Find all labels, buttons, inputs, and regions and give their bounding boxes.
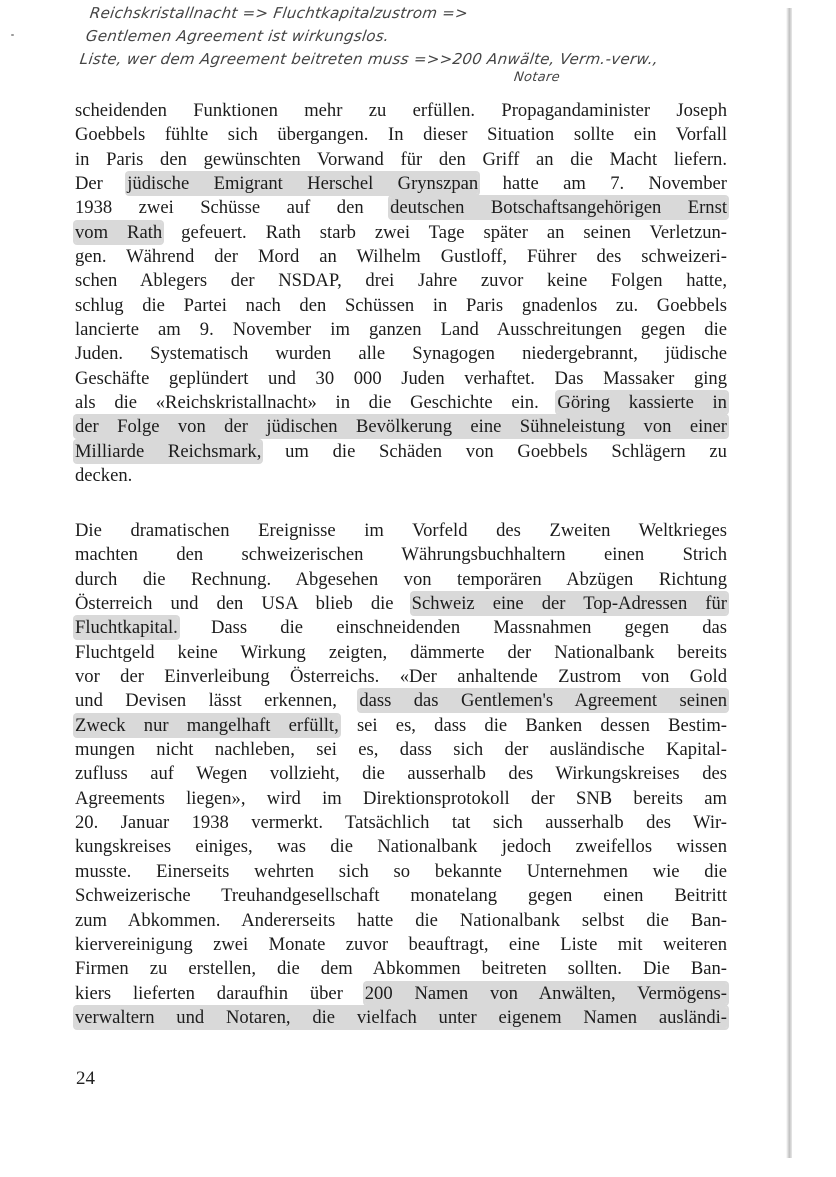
text-segment: Schweizerische Treuhandgesellschaft monatelang gegen einen Beitritt (75, 885, 727, 907)
text-segment: vor der Einverleibung Österreichs. «Der anhaltende Zustrom von Gold (75, 666, 727, 688)
text-segment: Die dramatischen Ereignisse im Vorfeld des Zweiten Weltkrieges (75, 520, 727, 541)
highlighted-text: Schweiz eine der Top-Adressen für (411, 593, 727, 615)
text-line (75, 787, 727, 811)
text-line (75, 909, 727, 933)
text-line (75, 641, 727, 665)
text-line (75, 689, 727, 713)
text-line (75, 957, 727, 981)
text-segment: Firmen zu erstellen, die dem Abkommen beitreten sollten. Die Ban- (75, 958, 727, 980)
text-segment: durch die Rechnung. Abgesehen von temporären Abzügen Richtung (75, 568, 727, 590)
text-segment: um die Schäden von Goebbels Schlägern zu (261, 440, 727, 462)
text-line (75, 860, 727, 884)
text-line (75, 148, 727, 172)
text-line (75, 568, 727, 592)
text-line (75, 714, 727, 738)
text-line (75, 294, 727, 318)
text-line (75, 415, 727, 439)
text-line (75, 172, 727, 196)
text-segment: Agreements liegen», wird im Direktionsprotokoll der SNB bereits am (75, 787, 727, 809)
text-segment: kiers lieferten daraufhin über (75, 982, 365, 1004)
text-line (75, 99, 727, 123)
text-line (75, 269, 727, 293)
note-line-3-sub: Notare (512, 70, 561, 85)
text-segment: zum Abkommen. Andererseits hatte die Nationalbank selbst die Ban- (75, 909, 727, 931)
text-segment: schlug die Partei nach den Schüssen in Paris gnadenlos zu. Goebbels (75, 294, 727, 316)
text-line (75, 391, 727, 415)
text-line (75, 616, 727, 640)
text-line (75, 221, 727, 245)
highlighted-text: vom Rath (75, 221, 163, 243)
text-segment: 1938 zwei Schüsse auf den (75, 197, 391, 219)
text-segment: hatte am 7. November (478, 173, 728, 195)
text-segment: kiervereinigung zwei Monate zuvor beauftragt, eine Liste mit weiteren (75, 933, 727, 955)
highlighted-text: Milliarde Reichsmark, (75, 440, 262, 462)
page-edge-shadow (786, 8, 792, 1158)
text-line (75, 196, 727, 220)
text-segment: in Paris den gewünschten Vorwand für den Griff an die Macht liefern. (75, 148, 727, 170)
page-number: 24 (76, 1068, 95, 1089)
text-line (75, 933, 727, 957)
text-segment: als die «Reichskristallnacht» in die Geschichte ein. (75, 392, 558, 414)
text-segment: gefeuert. Rath starb zwei Tage später an seinen Verletzun- (162, 221, 727, 243)
text-segment: Goebbels fühlte sich übergangen. In dieser Situation sollte ein Vorfall (75, 124, 727, 146)
text-segment: kungskreises einiges, was die Nationalbank jedoch zweifellos wissen (75, 836, 727, 858)
note-line-2: Gentlemen Agreement ist wirkungslos. (84, 27, 391, 45)
note-line-1: Reichskristallnacht => Fluchtkapitalzustrom => (88, 4, 470, 22)
text-line (75, 811, 727, 835)
text-line (75, 342, 727, 366)
highlighted-text: Göring kassierte in (557, 392, 727, 414)
highlighted-text: der Folge von der jüdischen Bevölkerung eine Sühneleistung von einer (75, 416, 727, 438)
text-segment: Juden. Systematisch wurden alle Synagogen niedergebrannt, jüdische (75, 343, 727, 365)
text-segment: sei es, dass die Banken dessen Bestim- (338, 714, 727, 736)
text-segment: und Devisen lässt erkennen, (75, 690, 360, 712)
text-segment: Dass die einschneidenden Massnahmen gegen das (177, 617, 727, 639)
highlighted-text: Zweck nur mangelhaft erfüllt, (75, 714, 339, 736)
text-line (75, 543, 727, 567)
text-segment: gen. Während der Mord an Wilhelm Gustloff, Führer des schweizeri- (75, 246, 727, 268)
text-line (75, 245, 727, 269)
text-segment: 20. Januar 1938 vermerkt. Tatsächlich tat sich ausserhalb des Wir- (75, 812, 727, 834)
scan-speck (11, 34, 14, 36)
paragraph-1 (75, 99, 727, 489)
text-line (75, 367, 727, 391)
text-line (75, 440, 727, 464)
text-segment: Der (75, 173, 128, 195)
highlighted-text: jüdische Emigrant Herschel Grynszpan (127, 173, 479, 195)
text-line (75, 884, 727, 908)
text-line (75, 762, 727, 786)
highlighted-text: Fluchtkapital. (75, 617, 178, 639)
text-segment: decken. (75, 465, 133, 487)
text-segment: scheidenden Funktionen mehr zu erfüllen. Propagandaminister Joseph (75, 100, 727, 121)
highlighted-text: deutschen Botschaftsangehörigen Ernst (390, 197, 728, 219)
text-segment: machten den schweizerischen Währungsbuchhaltern einen Strich (75, 544, 727, 566)
text-segment: mungen nicht nachleben, sei es, dass sich der ausländische Kapital- (75, 739, 727, 761)
paragraph-2 (75, 519, 727, 1030)
text-line (75, 519, 727, 543)
text-line (75, 835, 727, 859)
text-segment: musste. Einerseits wehrten sich so bekannte Unternehmen wie die (75, 860, 727, 882)
highlighted-text: dass das Gentlemen's Agreement seinen (359, 690, 727, 712)
text-segment: zufluss auf Wegen vollzieht, die ausserhalb des Wirkungskreises des (75, 763, 727, 785)
text-segment: lancierte am 9. November im ganzen Land Ausschreitungen gegen die (75, 319, 727, 341)
text-line (75, 1006, 727, 1030)
text-segment: schen Ablegers der NSDAP, drei Jahre zuvor keine Folgen hatte, (75, 270, 727, 292)
text-line (75, 318, 727, 342)
text-line (75, 123, 727, 147)
text-line (75, 665, 727, 689)
text-line (75, 982, 727, 1006)
highlighted-text: 200 Namen von Anwälten, Vermögens- (364, 982, 727, 1004)
text-segment: Geschäfte geplündert und 30 000 Juden verhaftet. Das Massaker ging (75, 367, 727, 389)
note-line-3: Liste, wer dem Agreement beitreten muss =>>200 Anwälte, Verm.-verw., (78, 50, 660, 68)
text-segment: Österreich und den USA blieb die (75, 593, 412, 615)
text-line (75, 738, 727, 762)
text-segment: Fluchtgeld keine Wirkung zeigten, dämmerte der Nationalbank bereits (75, 641, 727, 663)
text-line (75, 464, 727, 488)
text-line (75, 592, 727, 616)
highlighted-text: verwaltern und Notaren, die vielfach unter eigenem Namen ausländi- (75, 1006, 727, 1028)
